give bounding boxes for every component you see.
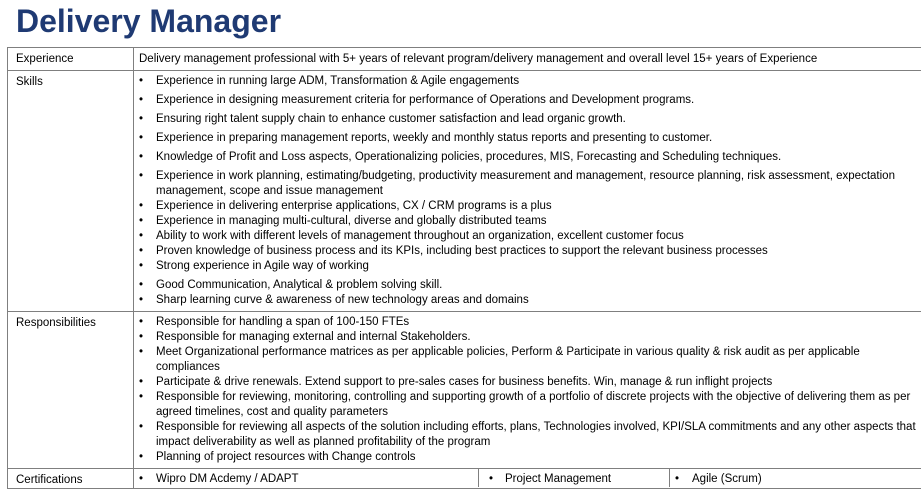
responsibilities-list [134, 315, 921, 465]
experience-label: Experience [8, 48, 134, 71]
responsibility-item: • Responsible for reviewing, monitoring, controlling and supporting growth of a portfolio of discrete projects with the objective of delivering them as per agreed timelines, cost and quality parameters [134, 390, 921, 420]
skill-item: • Experience in work planning, estimating/budgeting, productivity measurement and management, resource planning, risk assessment, expectation management, scope and issue management [134, 169, 921, 199]
skill-item: • Experience in preparing management reports, weekly and monthly status reports and presenting to customer. [134, 131, 921, 146]
responsibilities-content [134, 312, 921, 469]
certifications-row [8, 469, 921, 489]
skills-list [134, 74, 921, 308]
skill-item: • Strong experience in Agile way of working [134, 259, 921, 274]
skill-item: • Proven knowledge of business process and its KPIs, including best practices to support the relevant business processes [134, 244, 921, 259]
skill-item: • Ability to work with different levels of management throughout an organization, excellent customer focus [134, 229, 921, 244]
certifications-list [134, 469, 921, 487]
responsibilities-label: Responsibilities [8, 312, 134, 469]
skills-label: Skills [8, 71, 134, 312]
skill-item: • Good Communication, Analytical & problem solving skill. [134, 278, 921, 293]
responsibilities-row [8, 312, 921, 469]
certification-item: • Project Management [479, 469, 670, 487]
skill-item: • Experience in running large ADM, Transformation & Agile engagements [134, 74, 921, 89]
skill-item: • Experience in designing measurement criteria for performance of Operations and Development programs. [134, 93, 921, 108]
responsibility-item: • Responsible for managing external and internal Stakeholders. [134, 330, 921, 345]
responsibility-item: • Responsible for handling a span of 100-150 FTEs [134, 315, 921, 330]
skill-item: • Experience in managing multi-cultural, diverse and globally distributed teams [134, 214, 921, 229]
certification-item: • Wipro DM Acdemy / ADAPT [134, 469, 479, 487]
certification-item: • Agile (Scrum) [670, 469, 921, 487]
experience-text: Delivery management professional with 5+ years of relevant program/delivery management and overall level 15+ years of Experience [139, 53, 818, 65]
responsibility-item: • Participate & drive renewals. Extend support to pre-sales cases for business benefits. Win, manage & run inflight projects [134, 375, 921, 390]
skill-item: • Sharp learning curve & awareness of new technology areas and domains [134, 293, 921, 308]
experience-row [8, 48, 921, 71]
skills-row [8, 71, 921, 312]
page-title: Delivery Manager [16, 3, 282, 39]
responsibility-item: • Planning of project resources with Change controls [134, 450, 921, 465]
responsibility-item: • Responsible for reviewing all aspects of the solution including efforts, plans, Technologies involved, KPI/SLA commitments and any other aspects that impact deliverability as well as planned profitability of the program [134, 420, 921, 450]
experience-content [134, 48, 921, 71]
skill-item: • Ensuring right talent supply chain to enhance customer satisfaction and lead organic growth. [134, 112, 921, 127]
responsibility-item: • Meet Organizational performance matrices as per applicable policies, Perform & Participate in various quality & risk audit as per applicable compliances [134, 345, 921, 375]
skills-content [134, 71, 921, 312]
skill-item: • Knowledge of Profit and Loss aspects, Operationalizing policies, procedures, MIS, Forecasting and Scheduling techniques. [134, 150, 921, 165]
job-description-table [7, 47, 921, 489]
skill-item: • Experience in delivering enterprise applications, CX / CRM programs is a plus [134, 199, 921, 214]
certifications-label: Certifications [8, 469, 134, 489]
certifications-content [134, 469, 921, 489]
